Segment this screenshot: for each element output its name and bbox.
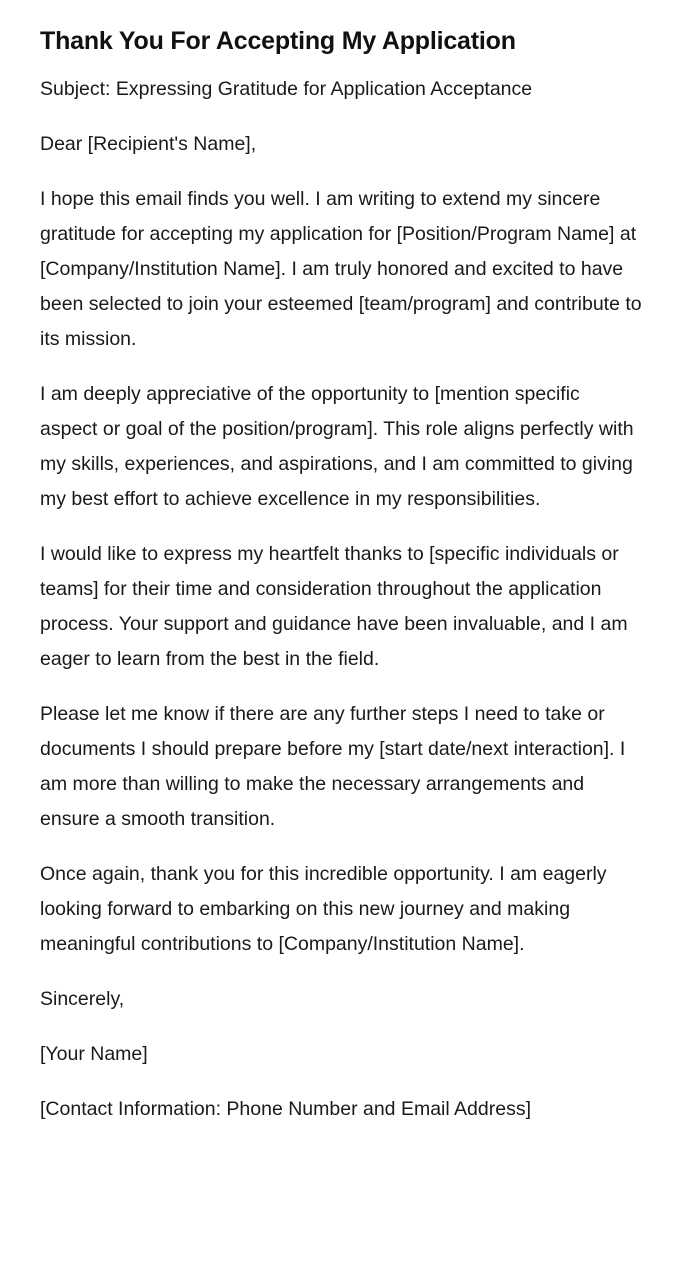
contact-information: [Contact Information: Phone Number and Email Address] [40,1098,532,1120]
salutation: Dear [Recipient's Name], [40,133,257,155]
signature-name: [Your Name] [40,1043,148,1065]
closing: Sincerely, [40,988,125,1010]
page-title: Thank You For Accepting My Application [40,27,516,55]
body-paragraph: Please let me know if there are any further steps I need to take or documents I should prepare before my [start date/next interaction]. I am more than willing to make the necessary arrangements and ensure a smooth transition. [40,703,626,830]
body-paragraph: I am deeply appreciative of the opportunity to [mention specific aspect or goal of the position/program]. This role aligns perfectly with my skills, experiences, and aspirations, and I am committed to giving my best effort to achieve excellence in my responsibilities. [40,383,634,510]
body-paragraph: I would like to express my heartfelt thanks to [specific individuals or teams] for their time and consideration throughout the application process. Your support and guidance have been invaluable, and I am eager to learn from the best in the field. [40,543,628,670]
body-paragraph: I hope this email finds you well. I am writing to extend my sincere gratitude for accepting my application for [Position/Program Name] at [Company/Institution Name]. I am truly honored and excited to have been selected to join your esteemed [team/program] and contribute to its mission. [40,188,642,350]
email-subject: Subject: Expressing Gratitude for Application Acceptance [40,78,533,100]
body-paragraph: Once again, thank you for this incredible opportunity. I am eagerly looking forward to embarking on this new journey and making meaningful contributions to [Company/Institution Name]. [40,863,607,955]
